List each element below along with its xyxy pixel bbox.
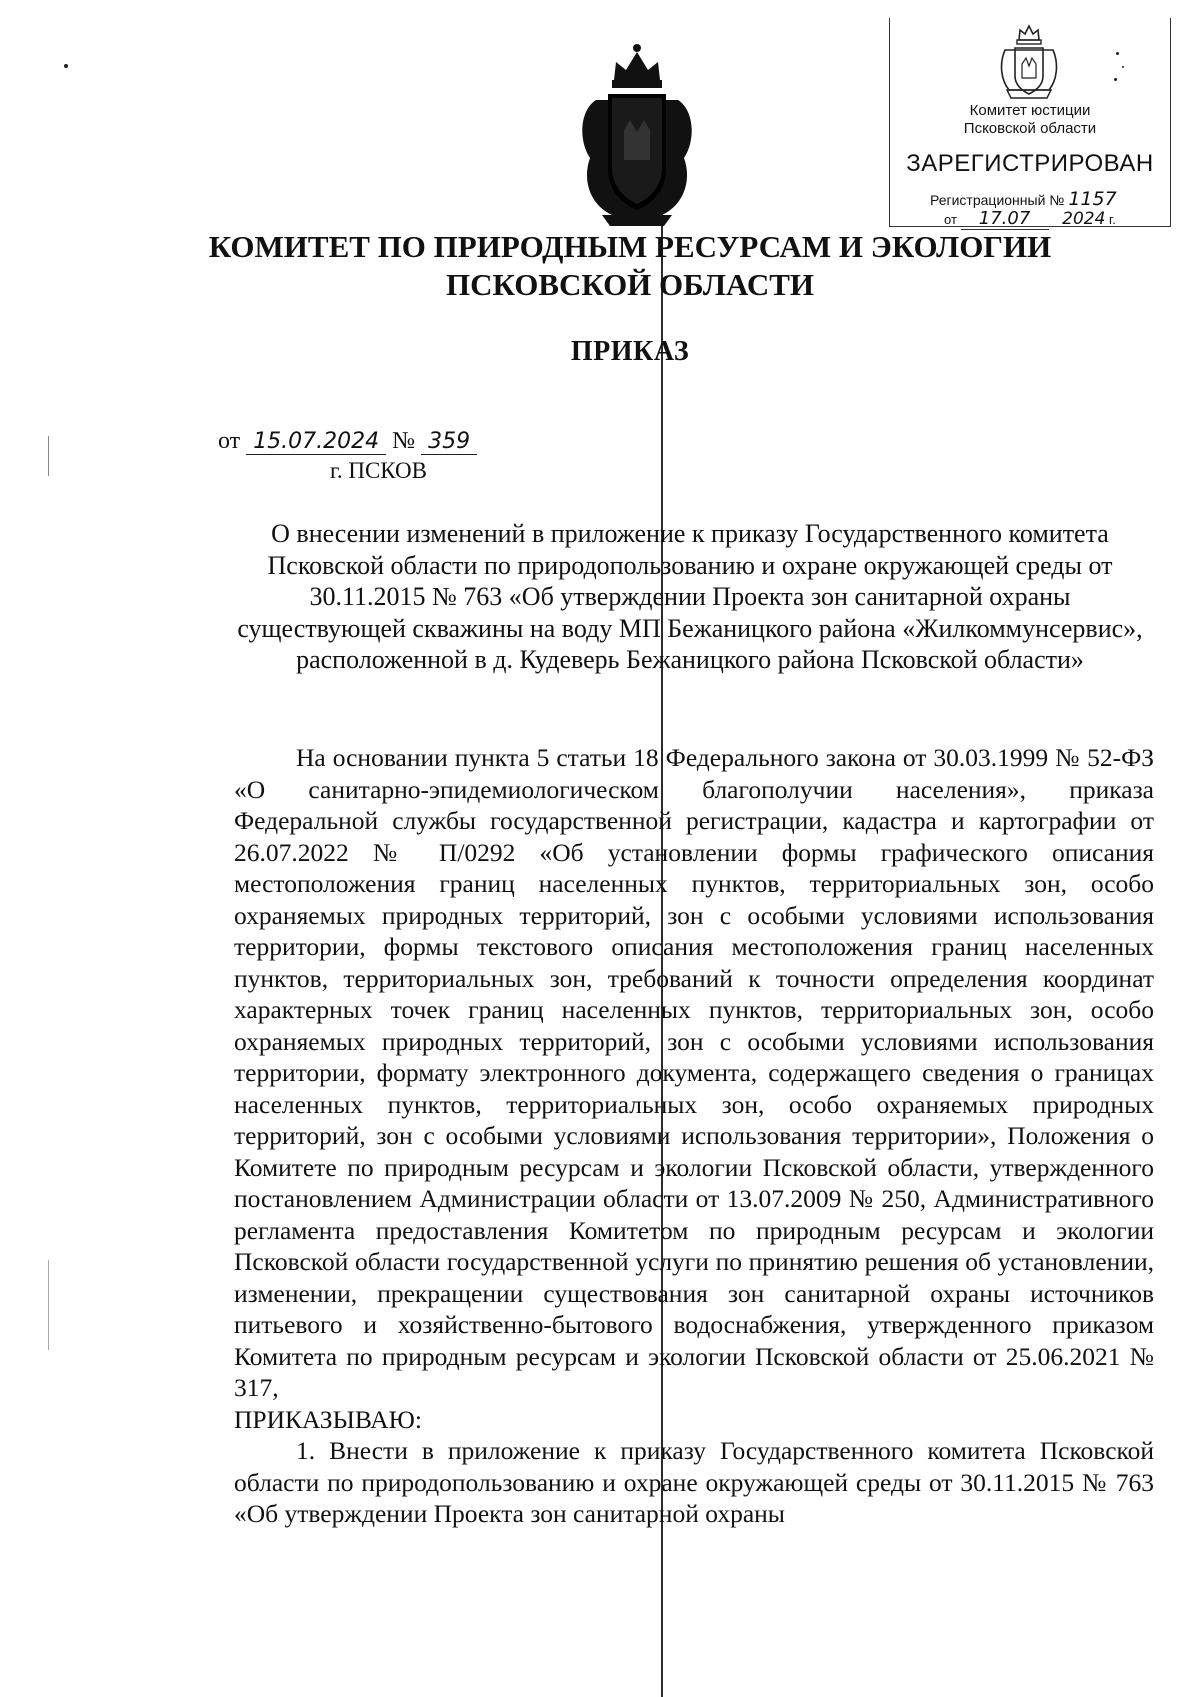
document-city: г. ПСКОВ <box>330 458 428 483</box>
stamp-registration <box>930 188 1117 210</box>
document-date: 15.07.2024 <box>246 429 386 455</box>
stamp-date-value: 17.07 <box>961 208 1049 230</box>
registration-stamp <box>889 18 1171 227</box>
organization-name-line1: КОМИТЕТ ПО ПРИРОДНЫМ РЕСУРСАМ И ЭКОЛОГИИ <box>208 229 1052 264</box>
scan-edge-mark <box>48 436 49 476</box>
stamp-reg-number: 1157 <box>1068 188 1117 210</box>
document-date-number <box>218 428 477 455</box>
stamp-reg-label: Регистрационный № <box>930 192 1065 208</box>
decree-word: ПРИКАЗЫВАЮ: <box>234 1404 422 1434</box>
preamble-paragraph: На основании пункта 5 статьи 18 Федерального закона от 30.03.1999 № 52-ФЗ «О санитарно-эпидемиологическом благополучии населения», приказа Федеральной службы государственной регистрации, кадастра и картографии от 26.07.2022 № П/0292 «Об установлении формы графического описания местоположения границ населенных пунктов, территориальных зон, особо охраняемых природных территорий, зон с особыми условиями использования территории, формы текстового описания местоположения границ населенных пунктов, территориальных зон, требований к точности определения координат характерных точек границ населенных пунктов, территориальных зон, особо охраняемых природных территорий, зон с особыми условиями использования территории, формату электронного документа, содержащего сведения о границах населенных пунктов, территориальных зон, особо охраняемых природных территорий, зон с особыми условиями использования территории», Положения о Комитете по природным ресурсам и экологии Псковской области, утвержденного постановлением Администрации области от 13.07.2009 № 250, Административного регламента предоставления Комитетом по природным ресурсам и экологии Псковской области государственной услуги по принятию решения об установлении, изменении, прекращении существования зон санитарной охраны источников питьевого и хозяйственно-бытового водоснабжения, утвержденного приказом Комитета по природным ресурсам и экологии Псковской области от 25.06.2021 № 317, <box>234 743 1154 1402</box>
date-prefix: от <box>218 428 241 454</box>
document-subject: О внесении изменений в приложение к приказу Государственного комитета Псковской области по природопользованию и охране окружающей среды от 30.11.2015 № 763 «Об утверждении Проекта зон санитарной охраны существующей скважины на воду МП Бежаницкого района «Жилкоммунсервис», расположенной в д. Кудеверь Бежаницкого района Псковской области» <box>237 519 1143 674</box>
stamp-date-prefix: от <box>944 212 957 227</box>
stamp-emblem-icon <box>997 24 1061 102</box>
stamp-year-suffix: г. <box>1109 212 1116 227</box>
organization-name-line2: ПСКОВСКОЙ ОБЛАСТИ <box>445 267 815 302</box>
item-1-paragraph: 1. Внести в приложение к приказу Государственного комитета Псковской области по природопользованию и охране окружающей среды от 30.11.2015 № 763 «Об утверждении Проекта зон санитарной охраны <box>234 1436 1154 1528</box>
stamp-date <box>944 208 1116 230</box>
scan-speck <box>64 64 68 68</box>
stamp-organization: Комитет юстиции Псковской области <box>963 102 1097 137</box>
document-type: ПРИКАЗ <box>570 336 690 367</box>
stamp-year-value: 2024 <box>1062 209 1106 229</box>
coat-of-arms-icon <box>572 40 702 230</box>
document-body <box>234 742 1154 1530</box>
scan-edge-mark <box>48 1260 49 1350</box>
document-number: 359 <box>421 429 477 455</box>
stamp-status: ЗАРЕГИСТРИРОВАН <box>906 150 1154 177</box>
number-label: № <box>392 428 416 454</box>
